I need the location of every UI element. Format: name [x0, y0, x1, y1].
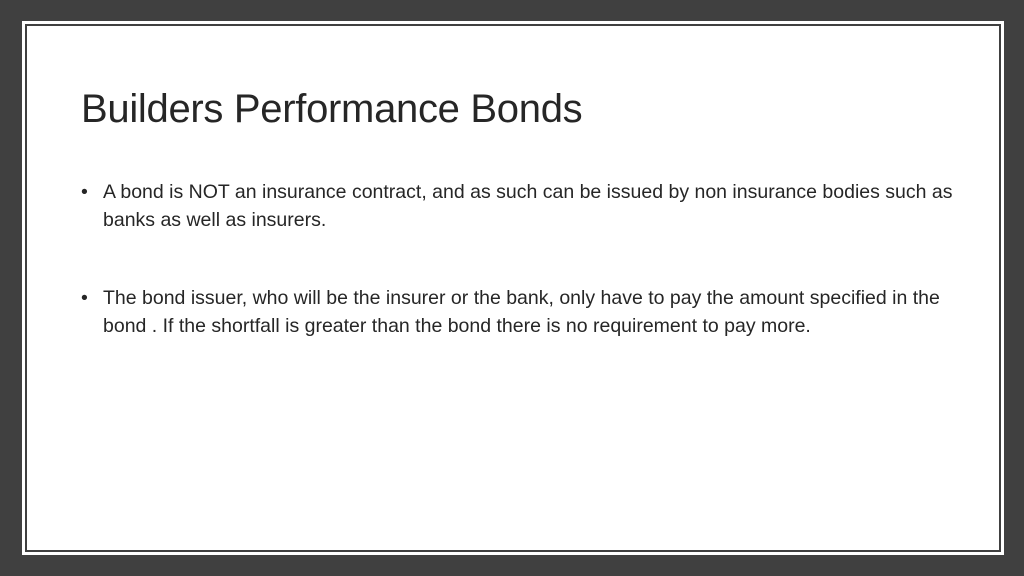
bullet-text: A bond is NOT an insurance contract, and as such can be issued by non insurance bodies such as banks as well as insurers.: [103, 181, 953, 231]
slide: [22, 21, 1004, 555]
bullet-point-icon: •: [81, 287, 88, 309]
bullet-text: The bond issuer, who will be the insurer or the bank, only have to pay the amount specified in the bond . If the shortfall is greater than the bond there is no requirement to pay more.: [103, 287, 940, 337]
slide-title: Builders Performance Bonds: [81, 87, 583, 131]
bullet-point-icon: •: [81, 181, 88, 203]
slide-inner-border: [25, 24, 1001, 552]
bullet-item: [81, 178, 971, 234]
bullet-list: [81, 178, 971, 340]
bullet-item: [81, 284, 971, 340]
